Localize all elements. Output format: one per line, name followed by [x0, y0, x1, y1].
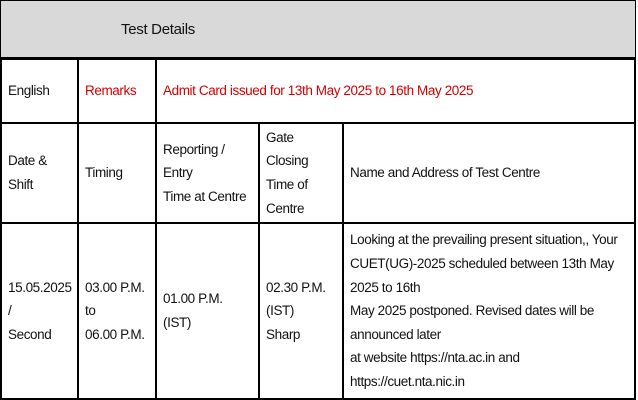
- centre-text-line2: CUET(UG)-2025 scheduled between 13th May 2025 to 16th: [350, 255, 614, 295]
- gate-label-line2: Time of Centre: [266, 177, 308, 216]
- centre-text-line4: at website https://nta.ac.in and https://cuet.nta.nic.in: [350, 350, 520, 390]
- centre-text-line3: May 2025 postponed. Revised dates will be announced later: [350, 303, 595, 342]
- timing-label: Timing: [85, 165, 123, 181]
- reporting-cell: [156, 223, 259, 399]
- shift-value: Second: [8, 326, 52, 342]
- gate-value-line2: Sharp: [266, 326, 301, 342]
- table-row: [1, 223, 635, 399]
- date-shift-label: Date & Shift: [8, 153, 47, 192]
- table-row: [1, 123, 635, 223]
- gate-closing-cell: [259, 223, 343, 399]
- date-shift-cell: [1, 223, 78, 399]
- test-centre-cell: [343, 223, 635, 399]
- remarks-value: Admit Card issued for 13th May 2025 to 16th May 2025: [163, 83, 474, 99]
- remarks-label-cell: [78, 59, 156, 123]
- column-header-reporting: [156, 123, 259, 223]
- centre-text-line1: Looking at the prevailing present situation,, Your: [350, 232, 618, 248]
- column-header-timing: [78, 123, 156, 223]
- reporting-label-line1: Reporting / Entry: [163, 141, 225, 181]
- reporting-value: 01.00 P.M. (IST): [163, 291, 223, 330]
- timing-cell: [78, 223, 156, 399]
- gate-label-line1: Gate Closing: [266, 129, 309, 169]
- language-value: English: [8, 83, 50, 99]
- reporting-label-line2: Time at Centre: [163, 188, 247, 204]
- timing-value-line2: 06.00 P.M.: [85, 326, 145, 342]
- header-title: Test Details: [121, 20, 195, 38]
- gate-value-line1: 02.30 P.M. (IST): [266, 279, 326, 319]
- remarks-label: Remarks: [85, 83, 137, 99]
- date-value: 15.05.2025 /: [8, 279, 72, 319]
- centre-label: Name and Address of Test Centre: [350, 165, 540, 181]
- remarks-value-cell: [156, 59, 635, 123]
- column-header-test-centre: [343, 123, 635, 223]
- table-row: [1, 59, 635, 123]
- test-details-header: [0, 0, 636, 58]
- language-cell: [1, 59, 78, 123]
- column-header-gate-closing: [259, 123, 343, 223]
- column-header-date-shift: [1, 123, 78, 223]
- test-details-table: [0, 58, 636, 400]
- timing-value-line1: 03.00 P.M. to: [85, 279, 145, 319]
